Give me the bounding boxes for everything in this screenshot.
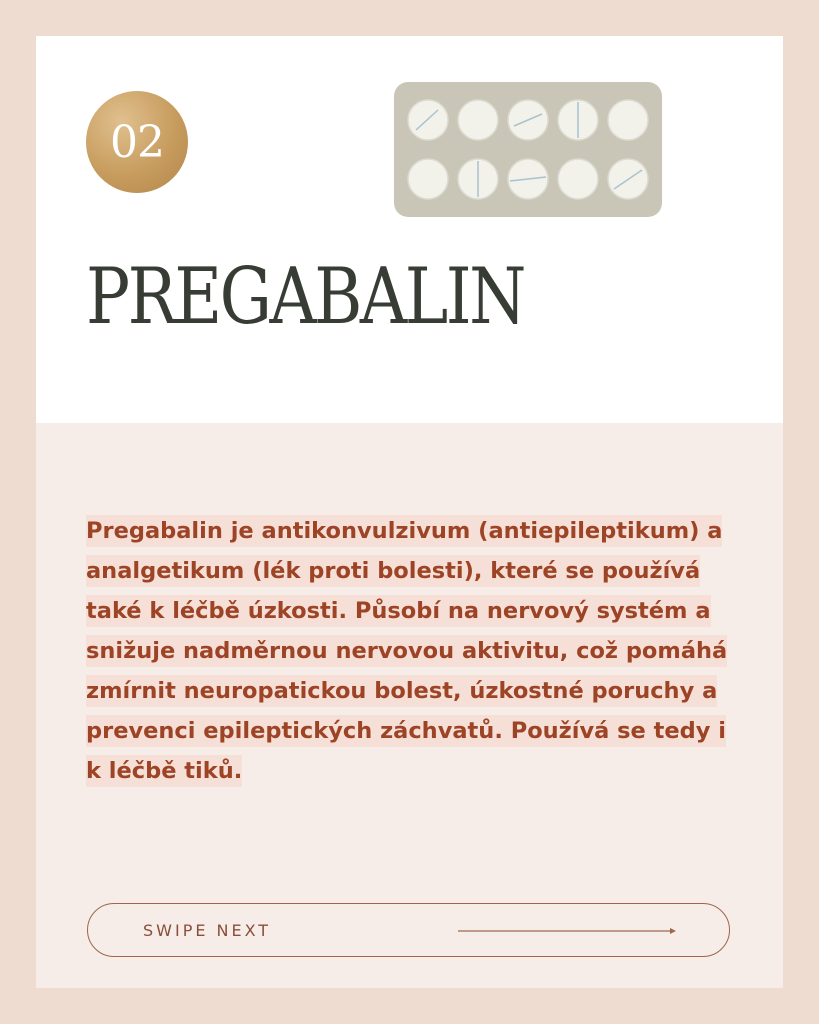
swipe-next-button[interactable] — [87, 903, 730, 957]
page-title: PREGABALIN — [86, 252, 524, 342]
pill-blister-pack-icon — [394, 82, 662, 217]
slide-card — [36, 36, 783, 988]
step-number-badge — [86, 91, 188, 193]
description-text — [86, 511, 746, 791]
description-highlight: Pregabalin je antikonvulzivum (antiepileptikum) a analgetikum (lék proti bolesti), které se používá také k léčbě úzkosti. Působí na nervový systém a snižuje nadměrnou nervovou aktivitu, což pomáhá zmírnit neuropatickou bolest, úzkostné poruchy a prevenci epileptických záchvatů. Používá se tedy i k léčbě tiků. — [86, 515, 727, 787]
step-number: 02 — [110, 116, 164, 168]
swipe-next-label: SWIPE NEXT — [143, 921, 272, 940]
arrow-right-icon — [458, 926, 680, 936]
